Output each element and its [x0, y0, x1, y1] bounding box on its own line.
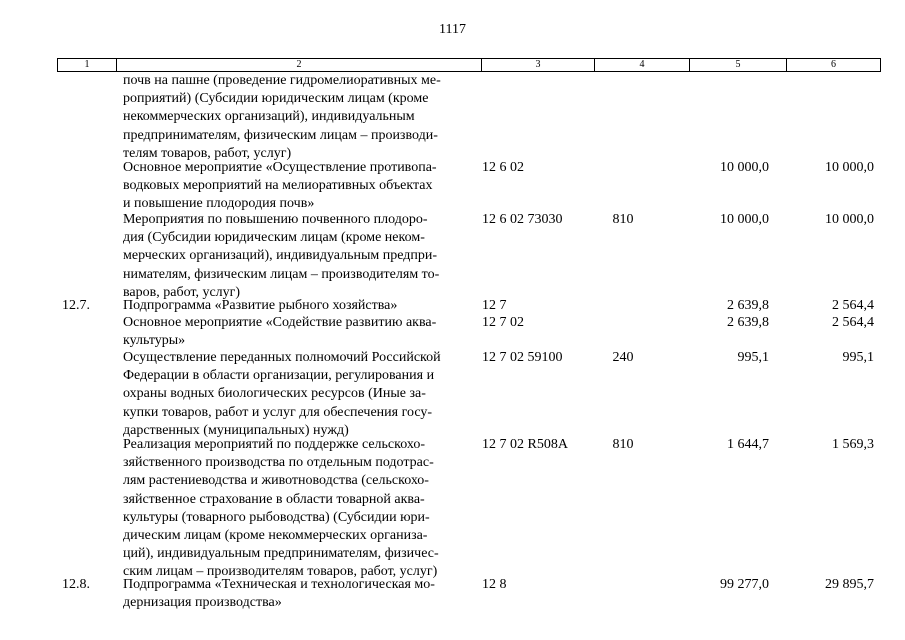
row-value-6: 2 564,4 — [832, 315, 874, 330]
description-line: ским лицам – производителям товаров, работ, услуг) — [123, 564, 438, 580]
description-line: водковых мероприятий на мелиоративных объектах — [123, 178, 433, 194]
column-number-header — [57, 58, 881, 72]
row-value-5: 1 644,7 — [727, 437, 769, 452]
description-line: Подпрограмма «Развитие рыбного хозяйства» — [123, 298, 398, 313]
row-number: 12.8. — [62, 577, 90, 592]
row-value-5: 10 000,0 — [720, 212, 769, 227]
row-expense-type: 810 — [612, 212, 634, 227]
column-number-6: 6 — [787, 59, 881, 72]
row-expense-type: 810 — [612, 437, 634, 452]
description-line: зяйственное страхование в области товарной аква- — [123, 491, 425, 507]
row-code: 12 8 — [482, 577, 507, 592]
description-line: дическим лицам (кроме некоммерческих организа- — [123, 528, 428, 544]
row-code: 12 7 02 — [482, 315, 524, 330]
description-line: Основное мероприятие «Осуществление противопа- — [123, 160, 437, 175]
description-line: охраны водных биологических ресурсов (Иные за- — [123, 386, 426, 402]
row-description — [123, 436, 468, 582]
column-number-4: 4 — [595, 59, 690, 72]
description-line: мерческих организаций), индивидуальным предпри- — [123, 248, 438, 264]
row-code: 12 6 02 — [482, 160, 524, 175]
description-line: и повышение плодородия почв» — [123, 196, 315, 212]
description-line: некоммерческих организаций), индивидуальным — [123, 109, 415, 125]
description-line: культуры» — [123, 333, 186, 349]
row-value-5: 10 000,0 — [720, 160, 769, 175]
row-value-5: 995,1 — [737, 350, 769, 365]
description-line: дернизация производства» — [123, 595, 282, 611]
description-line: предпринимателям, физическим лицам – производи- — [123, 127, 438, 143]
description-line: Основное мероприятие «Содействие развитию аква- — [123, 315, 437, 330]
column-number-3: 3 — [482, 59, 595, 72]
row-description — [123, 349, 468, 440]
row-value-6: 2 564,4 — [832, 298, 874, 313]
row-description — [123, 72, 468, 163]
row-description — [123, 211, 468, 302]
description-line: Осуществление переданных полномочий Российской — [123, 350, 441, 365]
description-line: зяйственного производства по отдельным подотрас- — [123, 455, 434, 471]
row-code: 12 7 02 R508A — [482, 437, 568, 452]
row-value-6: 1 569,3 — [832, 437, 874, 452]
description-line: дарственных (муниципальных) нужд) — [123, 422, 349, 438]
description-line: Реализация мероприятий по поддержке сельскохо- — [123, 437, 426, 452]
column-number-1: 1 — [58, 59, 117, 72]
description-line: варов, работ, услуг) — [123, 284, 241, 300]
row-description — [123, 297, 468, 315]
row-description — [123, 159, 468, 214]
row-value-6: 10 000,0 — [825, 212, 874, 227]
page-number: 1117 — [439, 22, 466, 37]
description-line: купки товаров, работ и услуг для обеспечения госу- — [123, 404, 433, 420]
description-line: почв на пашне (проведение гидромелиоративных ме- — [123, 73, 441, 88]
row-expense-type: 240 — [612, 350, 634, 365]
row-number: 12.7. — [62, 298, 90, 313]
row-value-5: 2 639,8 — [727, 315, 769, 330]
description-line: Федерации в области организации, регулирования и — [123, 368, 435, 384]
description-line: ций), индивидуальным предпринимателям, физичес- — [123, 546, 439, 562]
description-line: лям растениеводства и животноводства (сельскохо- — [123, 473, 429, 489]
description-line: телям товаров, работ, услуг) — [123, 145, 292, 161]
description-line: нимателям, физическим лицам – производителям то- — [123, 266, 440, 282]
column-number-2: 2 — [117, 59, 482, 72]
column-number-5: 5 — [690, 59, 787, 72]
row-code: 12 7 — [482, 298, 507, 313]
row-value-6: 10 000,0 — [825, 160, 874, 175]
row-code: 12 6 02 73030 — [482, 212, 563, 227]
row-description — [123, 314, 468, 350]
description-line: Мероприятия по повышению почвенного плодоро- — [123, 212, 428, 227]
row-value-6: 29 895,7 — [825, 577, 874, 592]
row-description — [123, 576, 468, 612]
row-value-5: 99 277,0 — [720, 577, 769, 592]
row-value-6: 995,1 — [842, 350, 874, 365]
description-line: культуры (товарного рыбоводства) (Субсидии юри- — [123, 509, 430, 525]
row-code: 12 7 02 59100 — [482, 350, 563, 365]
description-line: дия (Субсидии юридическим лицам (кроме неком- — [123, 230, 425, 246]
description-line: роприятий) (Субсидии юридическим лицам (кроме — [123, 91, 429, 107]
description-line: Подпрограмма «Техническая и технологическая мо- — [123, 577, 435, 592]
row-value-5: 2 639,8 — [727, 298, 769, 313]
